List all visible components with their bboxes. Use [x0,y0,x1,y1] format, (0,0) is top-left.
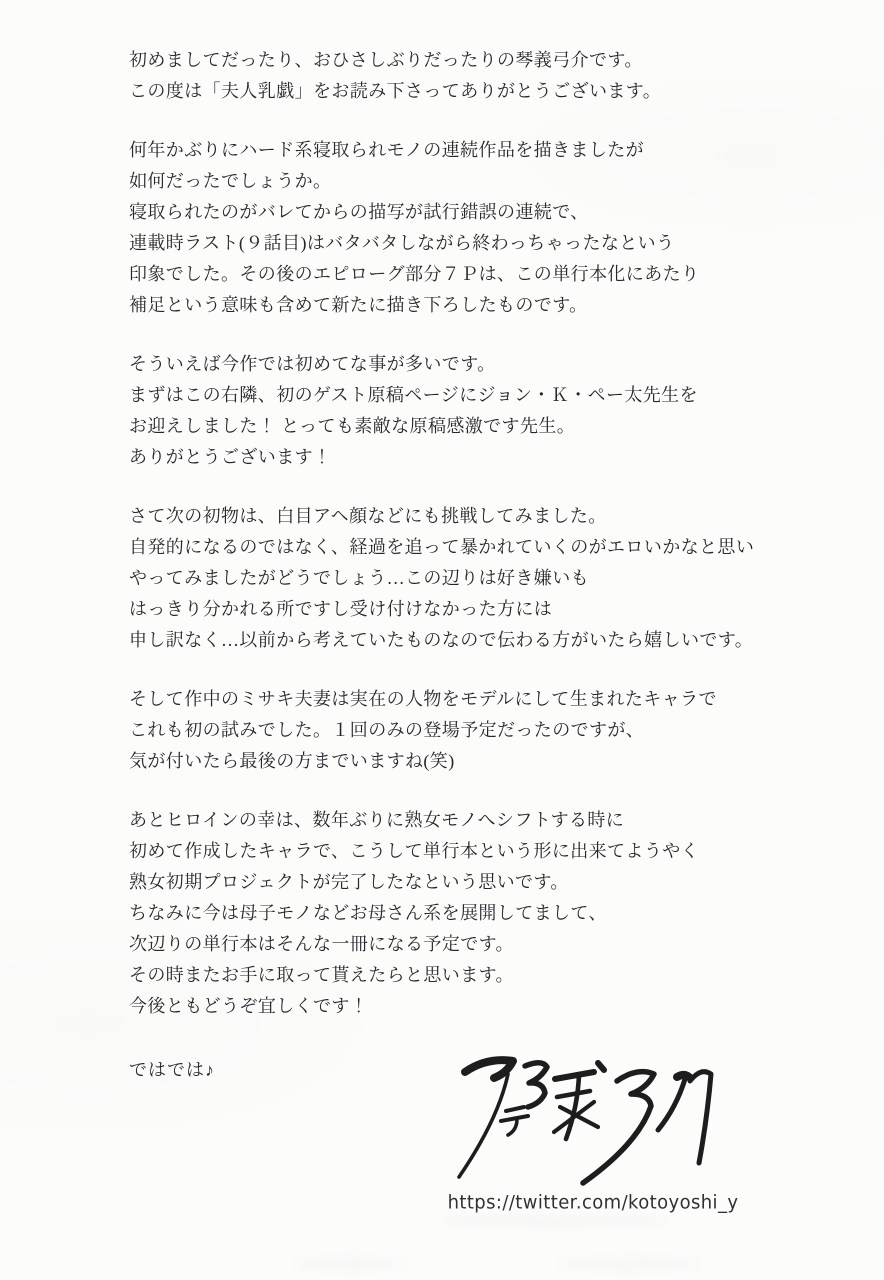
text-line: 連載時ラスト(９話目)はバタバタしながら終わっちゃったなという [129,233,675,253]
text-line: お迎えしました！ とっても素敵な原稿感激です先生。 [129,416,576,436]
text-line: 気が付いたら最後の方までいますね(笑) [129,751,455,771]
text-line: 初めましてだったり、おひさしぶりだったりの琴義弓介です。 [129,50,643,70]
twitter-url-text: https://twitter.com/kotoyoshi_y [447,1191,739,1214]
text-line: はっきり分かれる所ですし受け付けなかった方には [129,599,553,619]
text-line: ちなみに今は母子モノなどお母さん系を展開してまして、 [129,903,607,923]
text-line: 寝取られたのがバレてからの描写が試行錯誤の連続で、 [129,202,589,222]
text-line: 補足という意味も含めて新たに描き下ろしたものです。 [129,295,588,315]
text-line: その時またお手に取って貰えたらと思います。 [129,965,514,985]
text-line: 熟女初期プロジェクトが完了したなという思いです。 [129,872,569,892]
page-showthrough-smudge [440,1216,670,1225]
text-line: まずはこの右隣、初のゲスト原稿ページにジョン・Ｋ・ペー太先生を [129,385,698,405]
signoff-text: ではでは♪ [129,1060,215,1080]
text-line: 如何だったでしょうか。 [129,171,332,191]
text-line: 次辺りの単行本はそんな一冊になる予定です。 [129,934,514,954]
text-line: ありがとうございます！ [129,447,332,467]
text-line: 今後ともどうぞ宜しくです！ [129,996,369,1016]
text-line: 初めて作成したキャラで、こうして単行本という形に出来てようやく [129,841,700,861]
paragraph [129,805,789,1022]
paragraph [129,135,789,321]
text-line: そして作中のミサキ夫妻は実在の人物をモデルにして生まれたキャラで [129,689,717,709]
paragraph [129,45,789,107]
text-line: あとヒロインの幸は、数年ぶりに熟女モノへシフトする時に [129,810,625,830]
afterword-text [129,45,789,1022]
author-signature [450,1050,730,1195]
paragraph [129,684,789,777]
page-showthrough-smudge [555,1258,705,1270]
text-line: 自発的になるのではなく、経過を追って暴かれていくのがエロいかなと思い [129,537,755,557]
paragraph [129,349,789,473]
text-line: さて次の初物は、白目アヘ顔などにも挑戦してみました。 [129,506,607,526]
text-line: やってみましたがどうでしょう…この辺りは好き嫌いも [129,568,589,588]
text-line: この度は「夫人乳戯」をお読み下さってありがとうございます。 [129,81,662,101]
signature-kotoyoshi-icon [450,1050,730,1195]
text-line: そういえば今作では初めてな事が多いです。 [129,354,496,374]
page-showthrough-smudge [295,1258,405,1270]
text-line: 何年かぶりにハード系寝取られモノの連続作品を描きましたが [129,140,645,160]
text-line: 印象でした。その後のエピローグ部分７Ｐは、この単行本化にあたり [129,264,700,284]
text-line: 申し訳なく…以前から考えていたものなので伝わる方がいたら嬉しいです。 [129,630,754,650]
text-line: これも初の試みでした。１回のみの登場予定だったのですが、 [129,720,645,740]
paragraph [129,501,789,656]
